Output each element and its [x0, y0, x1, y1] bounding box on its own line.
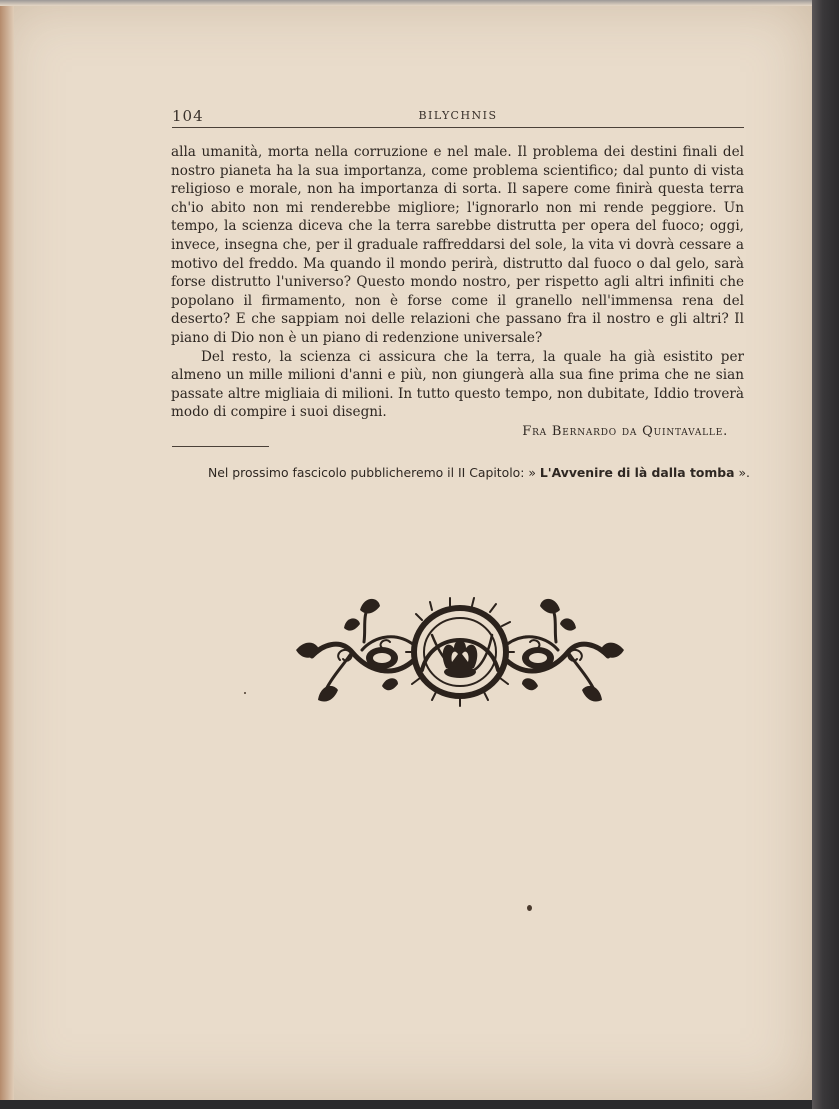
floral-vine-wreath-ornament-icon: [282, 590, 638, 720]
page-edge-top: [0, 0, 812, 6]
article-body: [171, 143, 744, 422]
announcement-trail: ».: [734, 465, 750, 480]
next-issue-announcement: [150, 465, 750, 480]
journal-title: BILYCHNIS: [418, 109, 498, 122]
ink-speck: [244, 692, 246, 694]
paragraph-2: Del resto, la scienza ci assicura che la terra, la quale ha già esistito per almeno un mille milioni d'anni e più, non giungerà alla sua fine prima che ne sian passate altre migliaia di milioni. In tutto questo tempo, non dubitate, Iddio troverà modo di compire i suoi disegni.: [171, 348, 744, 421]
paragraph-1: alla umanità, morta nella corruzione e nel male. Il problema dei destini finali del nostro pianeta ha la sua importanza, come problema scientifico; dal punto di vista religioso e morale, non ha importanza di sorta. Il sapere come finirà questa terra ch'io abito non mi renderebbe migliore; l'ignorarlo non mi rende peggiore. Un tempo, la scienza diceva che la terra sarebbe distrutta per opera del fuoco; oggi, invece, insegna che, per il graduale raffreddarsi del sole, la vita vi dovrà cessare a motivo del freddo. Ma quando il mondo perirà, distrutto dal fuoco o dal gelo, sarà forse distrutto l'universo? Questo mondo nostro, per rispetto agli altri infiniti che popolano il firmamento, non è forse come il granello nell'immensa rena del deserto? E che sappiam noi delle relazioni che passano fra il nostro e gli altri? Il piano di Dio non è un piano di redenzione universale?: [171, 144, 744, 346]
adjacent-page-edge: [812, 0, 839, 1109]
section-divider: [172, 446, 269, 447]
running-head: [172, 107, 744, 129]
page-number: 104: [172, 107, 204, 125]
ink-speck: [527, 905, 532, 911]
header-rule: [172, 127, 744, 128]
page-edge-left: [0, 0, 14, 1100]
author-signature: Fra Bernardo da Quintavalle.: [522, 424, 728, 439]
announcement-chapter-title: L'Avvenire di là dalla tomba: [539, 465, 735, 480]
announcement-lead: Nel prossimo fascicolo pubblicheremo il II Capitolo: »: [208, 465, 540, 480]
